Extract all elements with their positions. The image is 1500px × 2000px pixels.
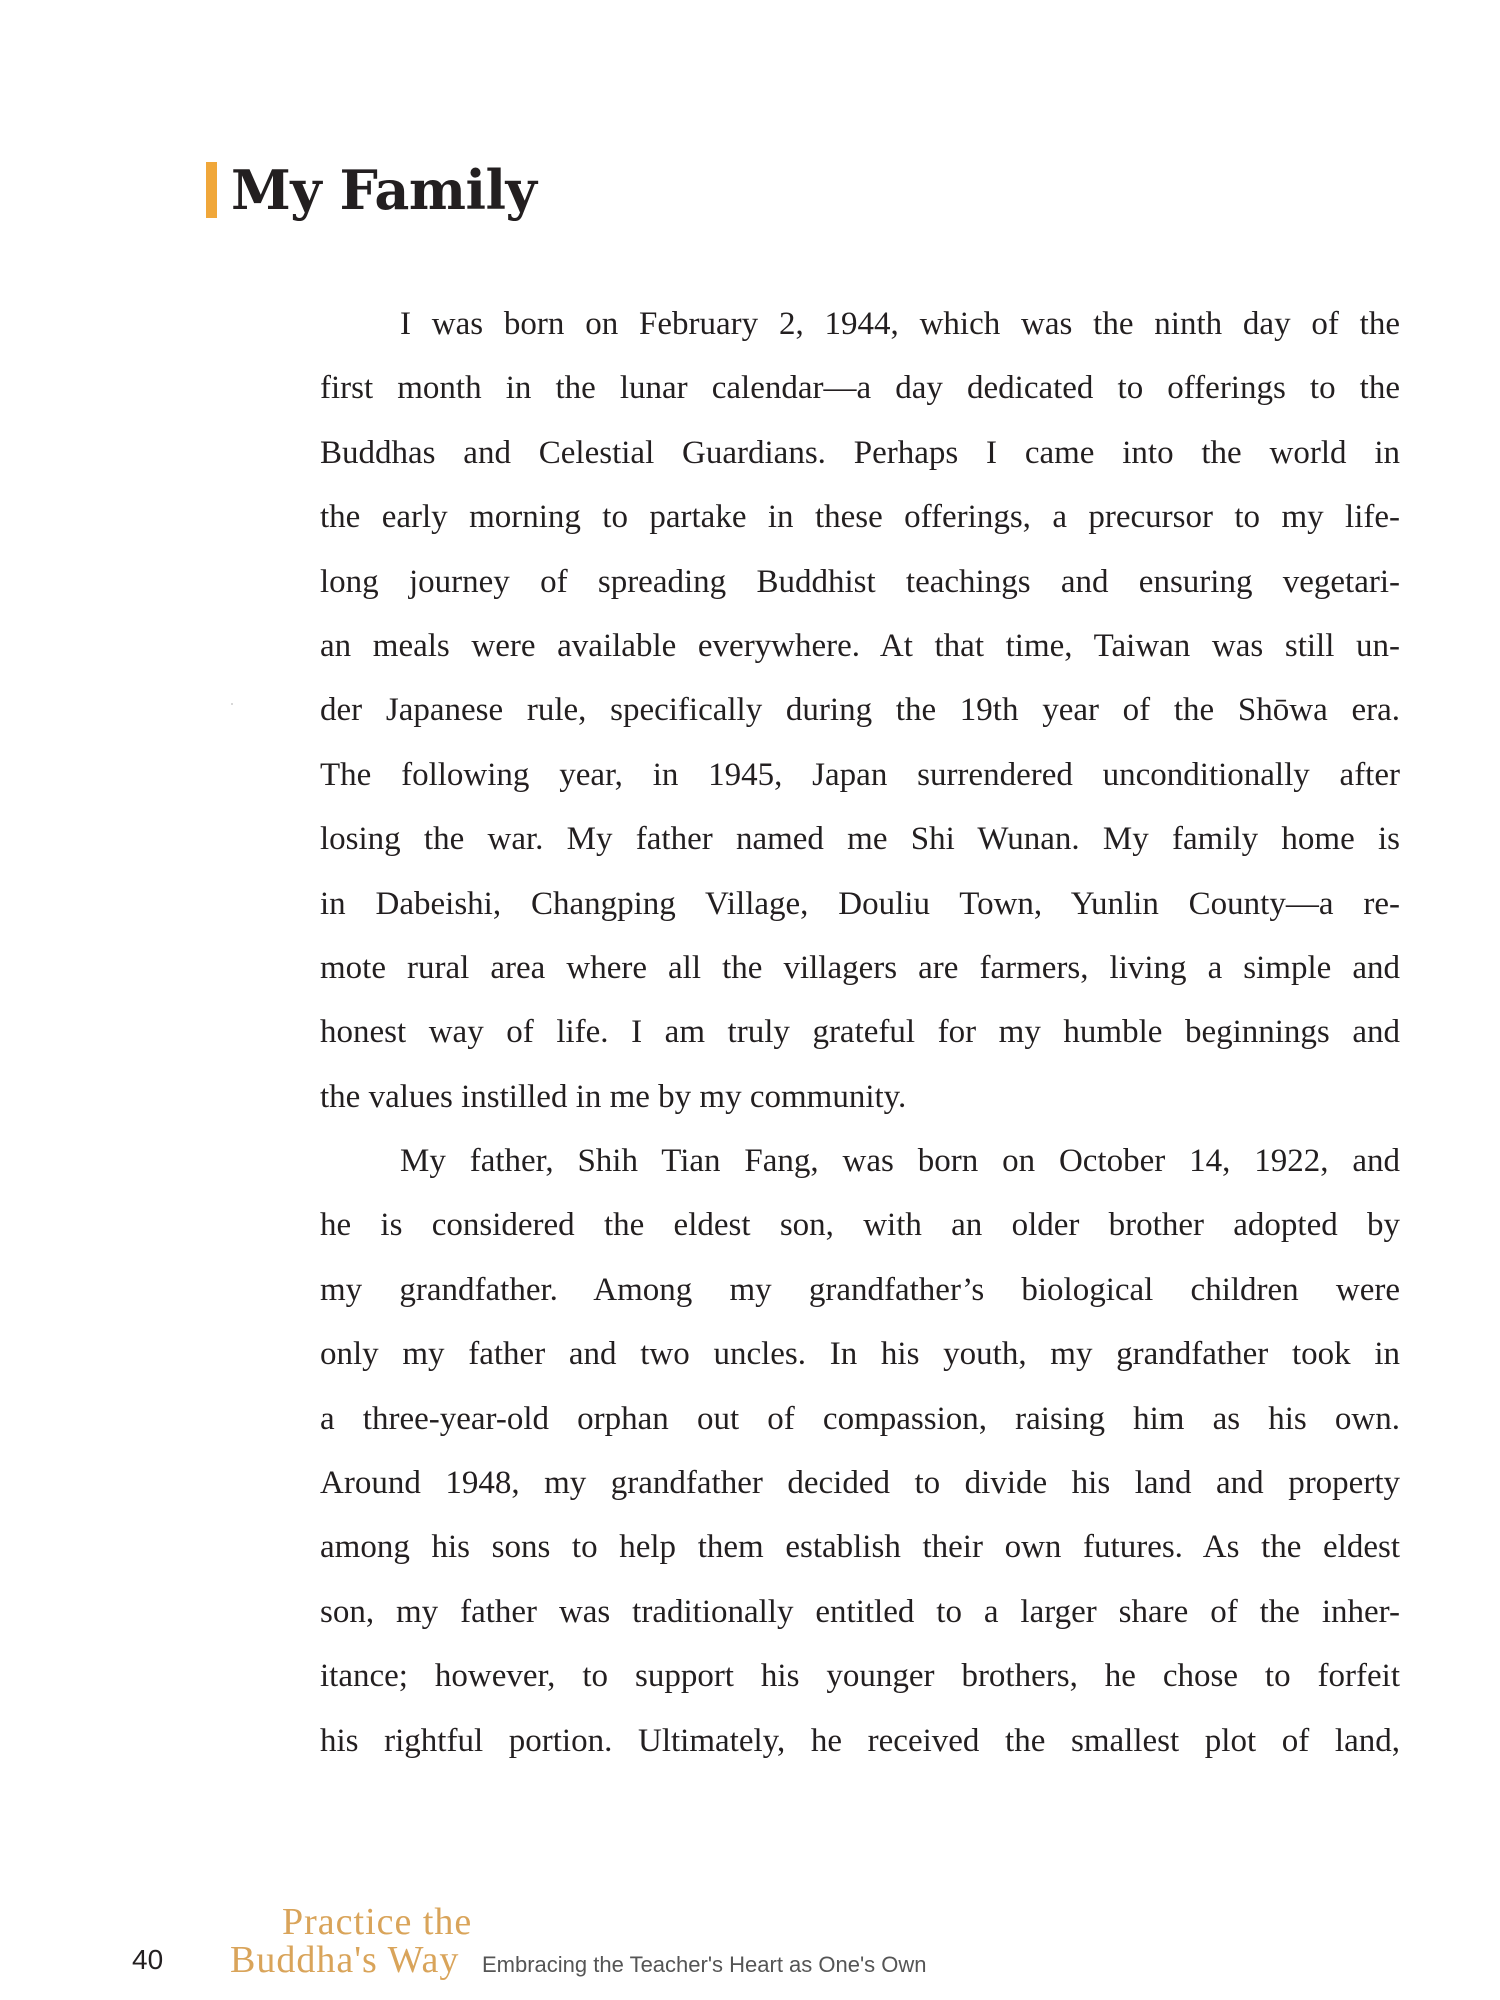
book-title-line-1: Practice the: [282, 1901, 473, 1943]
paragraph-1-line: honest way of life. I am truly grateful for my humble beginnings and: [320, 1014, 1400, 1051]
paragraph-1-line: Buddhas and Celestial Guardians. Perhaps I came into the world in: [320, 434, 1400, 471]
paragraph-2-line: itance; however, to support his younger brothers, he chose to forfeit: [320, 1658, 1400, 1695]
paragraph-2-line: he is considered the eldest son, with an older brother adopted by: [320, 1207, 1400, 1244]
paragraph-1-line: first month in the lunar calendar—a day dedicated to offerings to the: [320, 370, 1400, 407]
section-heading: [206, 150, 536, 230]
paragraph-1-line: in Dabeishi, Changping Village, Douliu Town, Yunlin County—a re-: [320, 885, 1400, 922]
paragraph-2-line: my grandfather. Among my grandfather’s biological children were: [320, 1271, 1400, 1308]
paragraph-1-line: an meals were available everywhere. At that time, Taiwan was still un-: [320, 627, 1400, 664]
paragraph-1-line: the values instilled in me by my community.: [320, 1078, 907, 1115]
book-subtitle: Embracing the Teacher's Heart as One's Own: [482, 1952, 927, 1977]
paragraph-1-line: The following year, in 1945, Japan surrendered unconditionally after: [320, 756, 1400, 793]
paragraph-2-line: My father, Shih Tian Fang, was born on October 14, 1922, and: [400, 1143, 1400, 1180]
page-number: 40: [132, 1944, 164, 1975]
paragraph-2-line: Around 1948, my grandfather decided to divide his land and property: [320, 1465, 1400, 1502]
paragraph-1-line: the early morning to partake in these offerings, a precursor to my life-: [320, 499, 1400, 536]
book-title-line-2: Buddha's Way: [230, 1939, 460, 1981]
body-text: [320, 292, 1400, 1773]
paragraph-1-line: long journey of spreading Buddhist teachings and ensuring vegetari-: [320, 563, 1400, 600]
paragraph-2-line: son, my father was traditionally entitled to a larger share of the inher-: [320, 1593, 1400, 1630]
paragraph-2-line: a three-year-old orphan out of compassion, raising him as his own.: [320, 1400, 1400, 1437]
scan-speck: [231, 703, 233, 705]
paragraph-1-line: mote rural area where all the villagers are farmers, living a simple and: [320, 949, 1400, 986]
paragraph-2-line: among his sons to help them establish their own futures. As the eldest: [320, 1529, 1400, 1566]
section-title: My Family: [231, 158, 537, 222]
heading-accent-bar: [206, 162, 217, 218]
paragraph-2-line: only my father and two uncles. In his youth, my grandfather took in: [320, 1336, 1400, 1373]
book-title: [230, 1903, 472, 1979]
paragraph-1-line: I was born on February 2, 1944, which was the ninth day of the: [400, 306, 1400, 342]
paragraph-1-line: losing the war. My father named me Shi Wunan. My family home is: [320, 821, 1400, 858]
paragraph-1-line: der Japanese rule, specifically during the 19th year of the Shōwa era.: [320, 692, 1400, 729]
paragraph-2-line: his rightful portion. Ultimately, he received the smallest plot of land,: [320, 1722, 1400, 1759]
